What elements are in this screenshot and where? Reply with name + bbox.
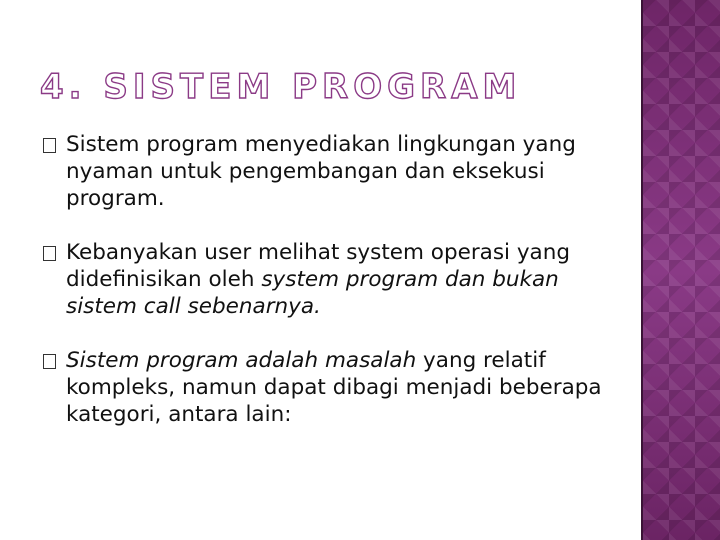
square-bullet-icon	[43, 354, 56, 369]
bullet-text-italic: system program dan bukan sistem call sebenarnya.	[66, 267, 559, 319]
square-bullet-icon	[43, 138, 56, 153]
bullet-text: Sistem program menyediakan lingkungan yang nyaman untuk pengembangan dan eksekusi program.	[66, 132, 576, 211]
bullet-item-1	[43, 131, 603, 212]
square-bullet-icon	[43, 246, 56, 261]
bullet-text-italic: Sistem program adalah masalah	[66, 348, 417, 373]
slide-title: 4. SISTEM PROGRAM	[40, 67, 522, 107]
bullet-list	[43, 131, 603, 455]
bullet-text: Kebanyakan user melihat system operasi yang didefinisikan oleh	[66, 240, 571, 292]
bullet-item-2	[43, 239, 603, 320]
bullet-item-3	[43, 347, 603, 428]
decorative-side-panel	[641, 0, 720, 540]
bullet-text: yang relatif kompleks, namun dapat dibagi menjadi beberapa kategori, antara lain:	[66, 348, 602, 427]
